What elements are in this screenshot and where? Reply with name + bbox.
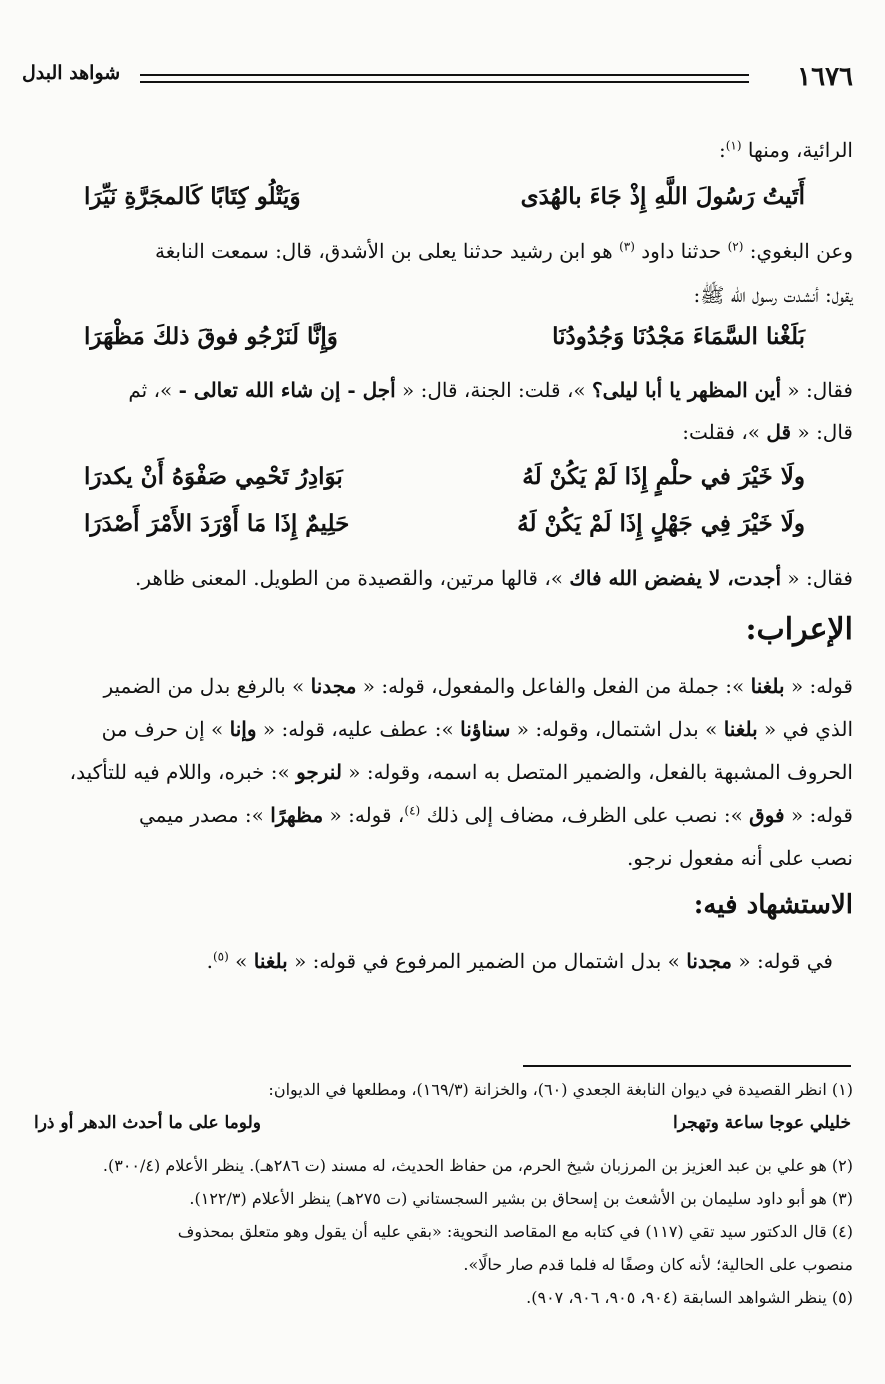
dialogue-line-1: فقال: « أين المظهر يا أبا ليلى؟ »، قلت: الجنة، قال: « أجل - إن شاء الله تعالى - »، ثم [128, 378, 853, 402]
verse-1-first-hemistich: أَتَيتُ رَسُولَ اللَّهِ إِذْ جَاءَ بالهُدَى [520, 183, 805, 210]
irab-line-3: الحروف المشبهة بالفعل، والضمير المتصل به اسمه، وقوله: « لنرجو »: خبره، واللام فيه للتأكيد، [69, 760, 853, 784]
footnote-ref: (١) [725, 138, 742, 153]
verse-3-second-hemistich: بَوَادِرُ تَحْمِي صَفْوَهُ أَنْ يكدرَا [84, 463, 343, 490]
footnote-5: (٥) ينظر الشواهد السابقة (٩٠٤، ٩٠٥، ٩٠٦، ٩٠٧). [526, 1288, 853, 1307]
footnote-ref: (٢) [727, 239, 744, 254]
irab-line-2: الذي في « بلغنا » بدل اشتمال، وقوله: « سناؤنا »: عطف عليه، قوله: « وإنا » إن حرف من [101, 717, 853, 741]
verse-3-first-hemistich: ولَا خَيْرَ في حلْمٍ إِذَا لَمْ يَكُنْ لَهُ [522, 463, 805, 490]
footnote-verse-second-hemistich: ولوما على ما أحدث الدهر أو ذرا [34, 1113, 261, 1133]
istishhad-line: في قوله: « مجدنا » بدل اشتمال من الضمير المرفوع في قوله: « بلغنا » $^{(٥)}$. [206, 949, 833, 973]
footnote-ref: (٣) [619, 239, 635, 254]
verse-1-second-hemistich: وَيَتْلُو كِتَابًا كَالمجَرَّةِ نَيِّرَا [84, 183, 301, 210]
footnote-2: (٢) هو علي بن عبد العزيز بن المرزبان شيخ الحرم، من حفاظ الحديث، له مسند (ت ٢٨٦هـ). ينظر الأعلام (٣٠٠/٤). [102, 1156, 853, 1175]
footnote-ref: (٥) [212, 949, 229, 964]
verse-4 [34, 510, 851, 544]
verse-2-first-hemistich: بَلَغْنا السَّمَاءَ مَجْدُنَا وَجُدُودُنَا [552, 323, 805, 350]
irab-heading: الإعراب: [745, 612, 853, 647]
irab-line-1: قوله: « بلغنا »: جملة من الفعل والفاعل والمفعول، قوله: « مجدنا » بالرفع بدل من الضمير [103, 674, 853, 698]
dialogue-line-2: قال: « قل »، فقلت: [682, 420, 853, 444]
verse-4-second-hemistich: حَلِيمٌ إِذَا مَا أَوْرَدَ الأَمْرَ أَصْدَرَا [84, 510, 350, 537]
verse-2-second-hemistich: وَإِنَّا لَنَرْجُو فوقَ ذلكَ مَظْهَرَا [84, 323, 338, 350]
page-header [22, 60, 853, 106]
footnote-4-continued: منصوب على الحالية؛ لأنه كان وصفًا له فلما قدم صار حالًا». [463, 1255, 853, 1274]
verse-3 [34, 463, 851, 497]
page-number: ١٦٧٦ [797, 62, 853, 92]
isnad-line: وعن البغوي: $^{(٢)}$ حدثنا داود $^{(٣)}$ هو ابن رشيد حدثنا يعلى بن الأشدق، قال: سمعت النابغة [155, 239, 853, 263]
footnote-verse-first-hemistich: خليلي عوجا ساعة وتهجرا [673, 1113, 851, 1133]
running-title: شواهد البدل [22, 62, 121, 84]
footnote-ref: (٤) [404, 803, 421, 818]
footnote-1: (١) انظر القصيدة في ديوان النابغة الجعدي (٦٠)، والخزانة (١٦٩/٣)، ومطلعها في الديوان: [268, 1080, 853, 1099]
header-double-rule [140, 74, 749, 83]
verse-1 [34, 183, 851, 217]
istishhad-heading: الاستشهاد فيه: [693, 890, 853, 920]
intro-line: الرائية، ومنها $^{(١)}$: [718, 138, 853, 162]
irab-line-4: قوله: « فوق »: نصب على الظرف، مضاف إلى ذلك $^{(٤)}$، قوله: « مظهرًا »: مصدر ميمي [138, 803, 853, 827]
footnote-separator [523, 1065, 851, 1067]
dialogue-line-3: فقال: « أجدت، لا يفضض الله فاك »، قالها مرتين، والقصيدة من الطويل. المعنى ظاهر. [135, 566, 853, 590]
footnote-4: (٤) قال الدكتور سيد تقي (١١٧) في كتابه مع المقاصد النحوية: «بقي عليه أن يقول وهو متعلق بمحذوف [177, 1222, 853, 1241]
recitation-line: يقول: أنشدت رسول الله ﷺ: [693, 283, 853, 307]
verse-4-first-hemistich: ولَا خَيْرَ فِي جَهْلٍ إِذَا لَمْ يَكُنْ لَهُ [517, 510, 805, 537]
footnote-3: (٣) هو أبو داود سليمان بن الأشعث بن إسحاق بن بشير السجستاني (ت ٢٧٥هـ) ينظر الأعلام (١٢٢/٣). [189, 1189, 853, 1208]
verse-2 [34, 323, 851, 357]
irab-line-5: نصب على أنه مفعول نرجو. [626, 846, 853, 870]
